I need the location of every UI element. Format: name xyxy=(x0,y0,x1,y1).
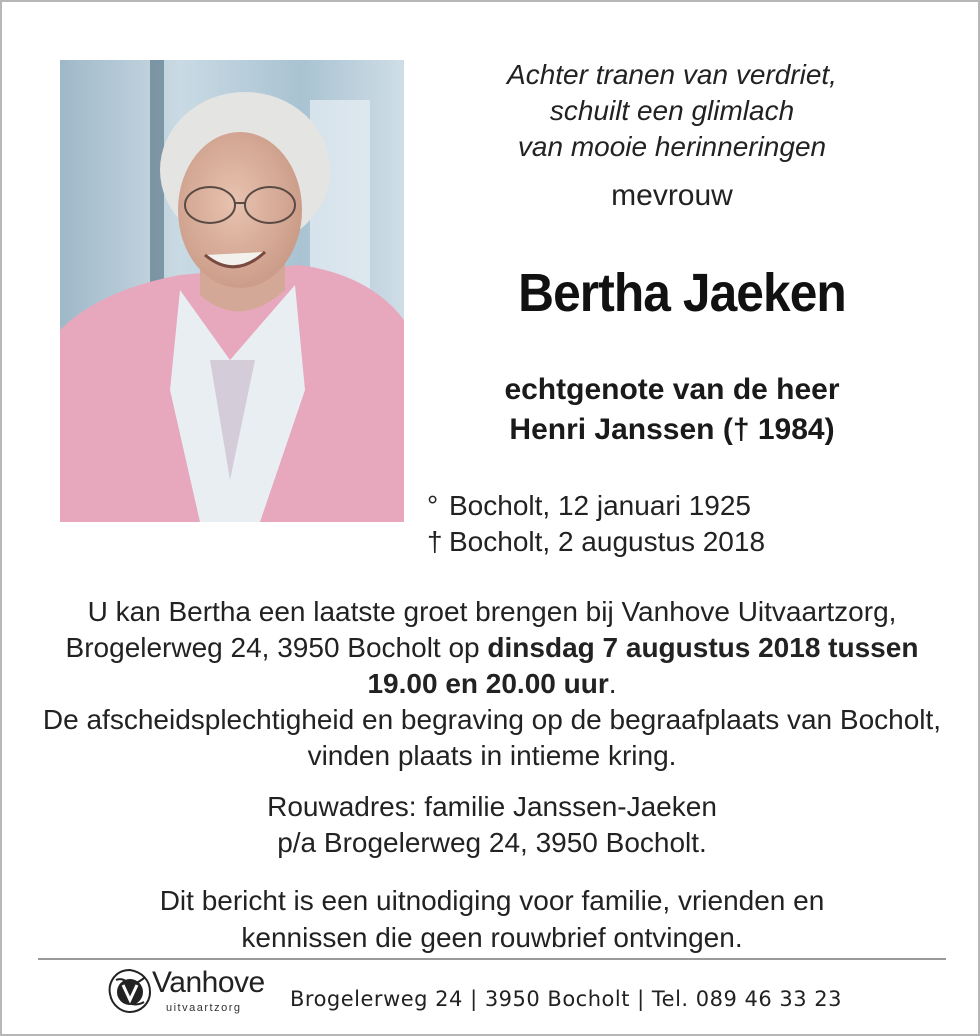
spouse-line-1: echtgenote van de heer xyxy=(504,373,840,406)
ceremony-paragraph: De afscheidsplechtigheid en begraving op de begraafplaats van Bocholt, vinden plaats in intieme kring. xyxy=(42,704,942,771)
portrait-illustration xyxy=(60,60,404,522)
address-line-2: p/a Brogelerweg 24, 3950 Bocholt. xyxy=(277,827,707,858)
poem-line-1: Achter tranen van verdriet, xyxy=(507,59,837,90)
poem-line-3: van mooie herinneringen xyxy=(517,131,827,162)
life-dates xyxy=(427,488,847,560)
memorial-poem xyxy=(422,57,922,165)
invitation-notice xyxy=(42,882,942,956)
birth-symbol: ° xyxy=(427,490,439,521)
birth-date: Bocholt, 12 januari 1925 xyxy=(449,490,751,521)
logo-subtitle: uitvaartzorg xyxy=(166,1002,242,1014)
vanhove-logo-icon xyxy=(104,966,156,1016)
visitation-intro: U kan Bertha een laatste groet brengen bij Vanhove Uitvaartzorg, Brogelerweg 24, 3950 Bocholt op xyxy=(65,596,897,663)
deceased-name: Bertha Jaeken xyxy=(518,263,846,323)
death-symbol: † xyxy=(427,526,443,557)
portrait-photo xyxy=(60,60,404,522)
notice-line-1: Dit bericht is een uitnodiging voor familie, vrienden en xyxy=(159,885,825,916)
spouse-line-2: Henri Janssen († 1984) xyxy=(509,413,835,446)
visitation-time: dinsdag 7 augustus 2018 tussen 19.00 en 20.00 uur xyxy=(367,632,919,699)
vanhove-logo xyxy=(104,964,284,1020)
footer-divider xyxy=(38,958,946,960)
honorific: mevrouw xyxy=(611,179,733,212)
spouse-info xyxy=(422,370,922,450)
death-date: Bocholt, 2 augustus 2018 xyxy=(449,526,766,557)
notice-line-2: kennissen die geen rouwbrief ontvingen. xyxy=(241,922,743,953)
poem-line-2: schuilt een glimlach xyxy=(549,95,795,126)
death-date-row xyxy=(427,524,847,560)
logo-name: Vanhove xyxy=(152,966,265,999)
visitation-end: . xyxy=(608,668,617,699)
footer-contact: Brogelerweg 24 | 3950 Bocholt | Tel. 089 46 33 23 xyxy=(290,987,843,1011)
visitation-text xyxy=(42,594,942,774)
birth-date-row xyxy=(427,488,847,524)
address-line-1: Rouwadres: familie Janssen-Jaeken xyxy=(267,791,717,822)
visitation-paragraph xyxy=(42,594,942,702)
mourning-address xyxy=(42,789,942,861)
